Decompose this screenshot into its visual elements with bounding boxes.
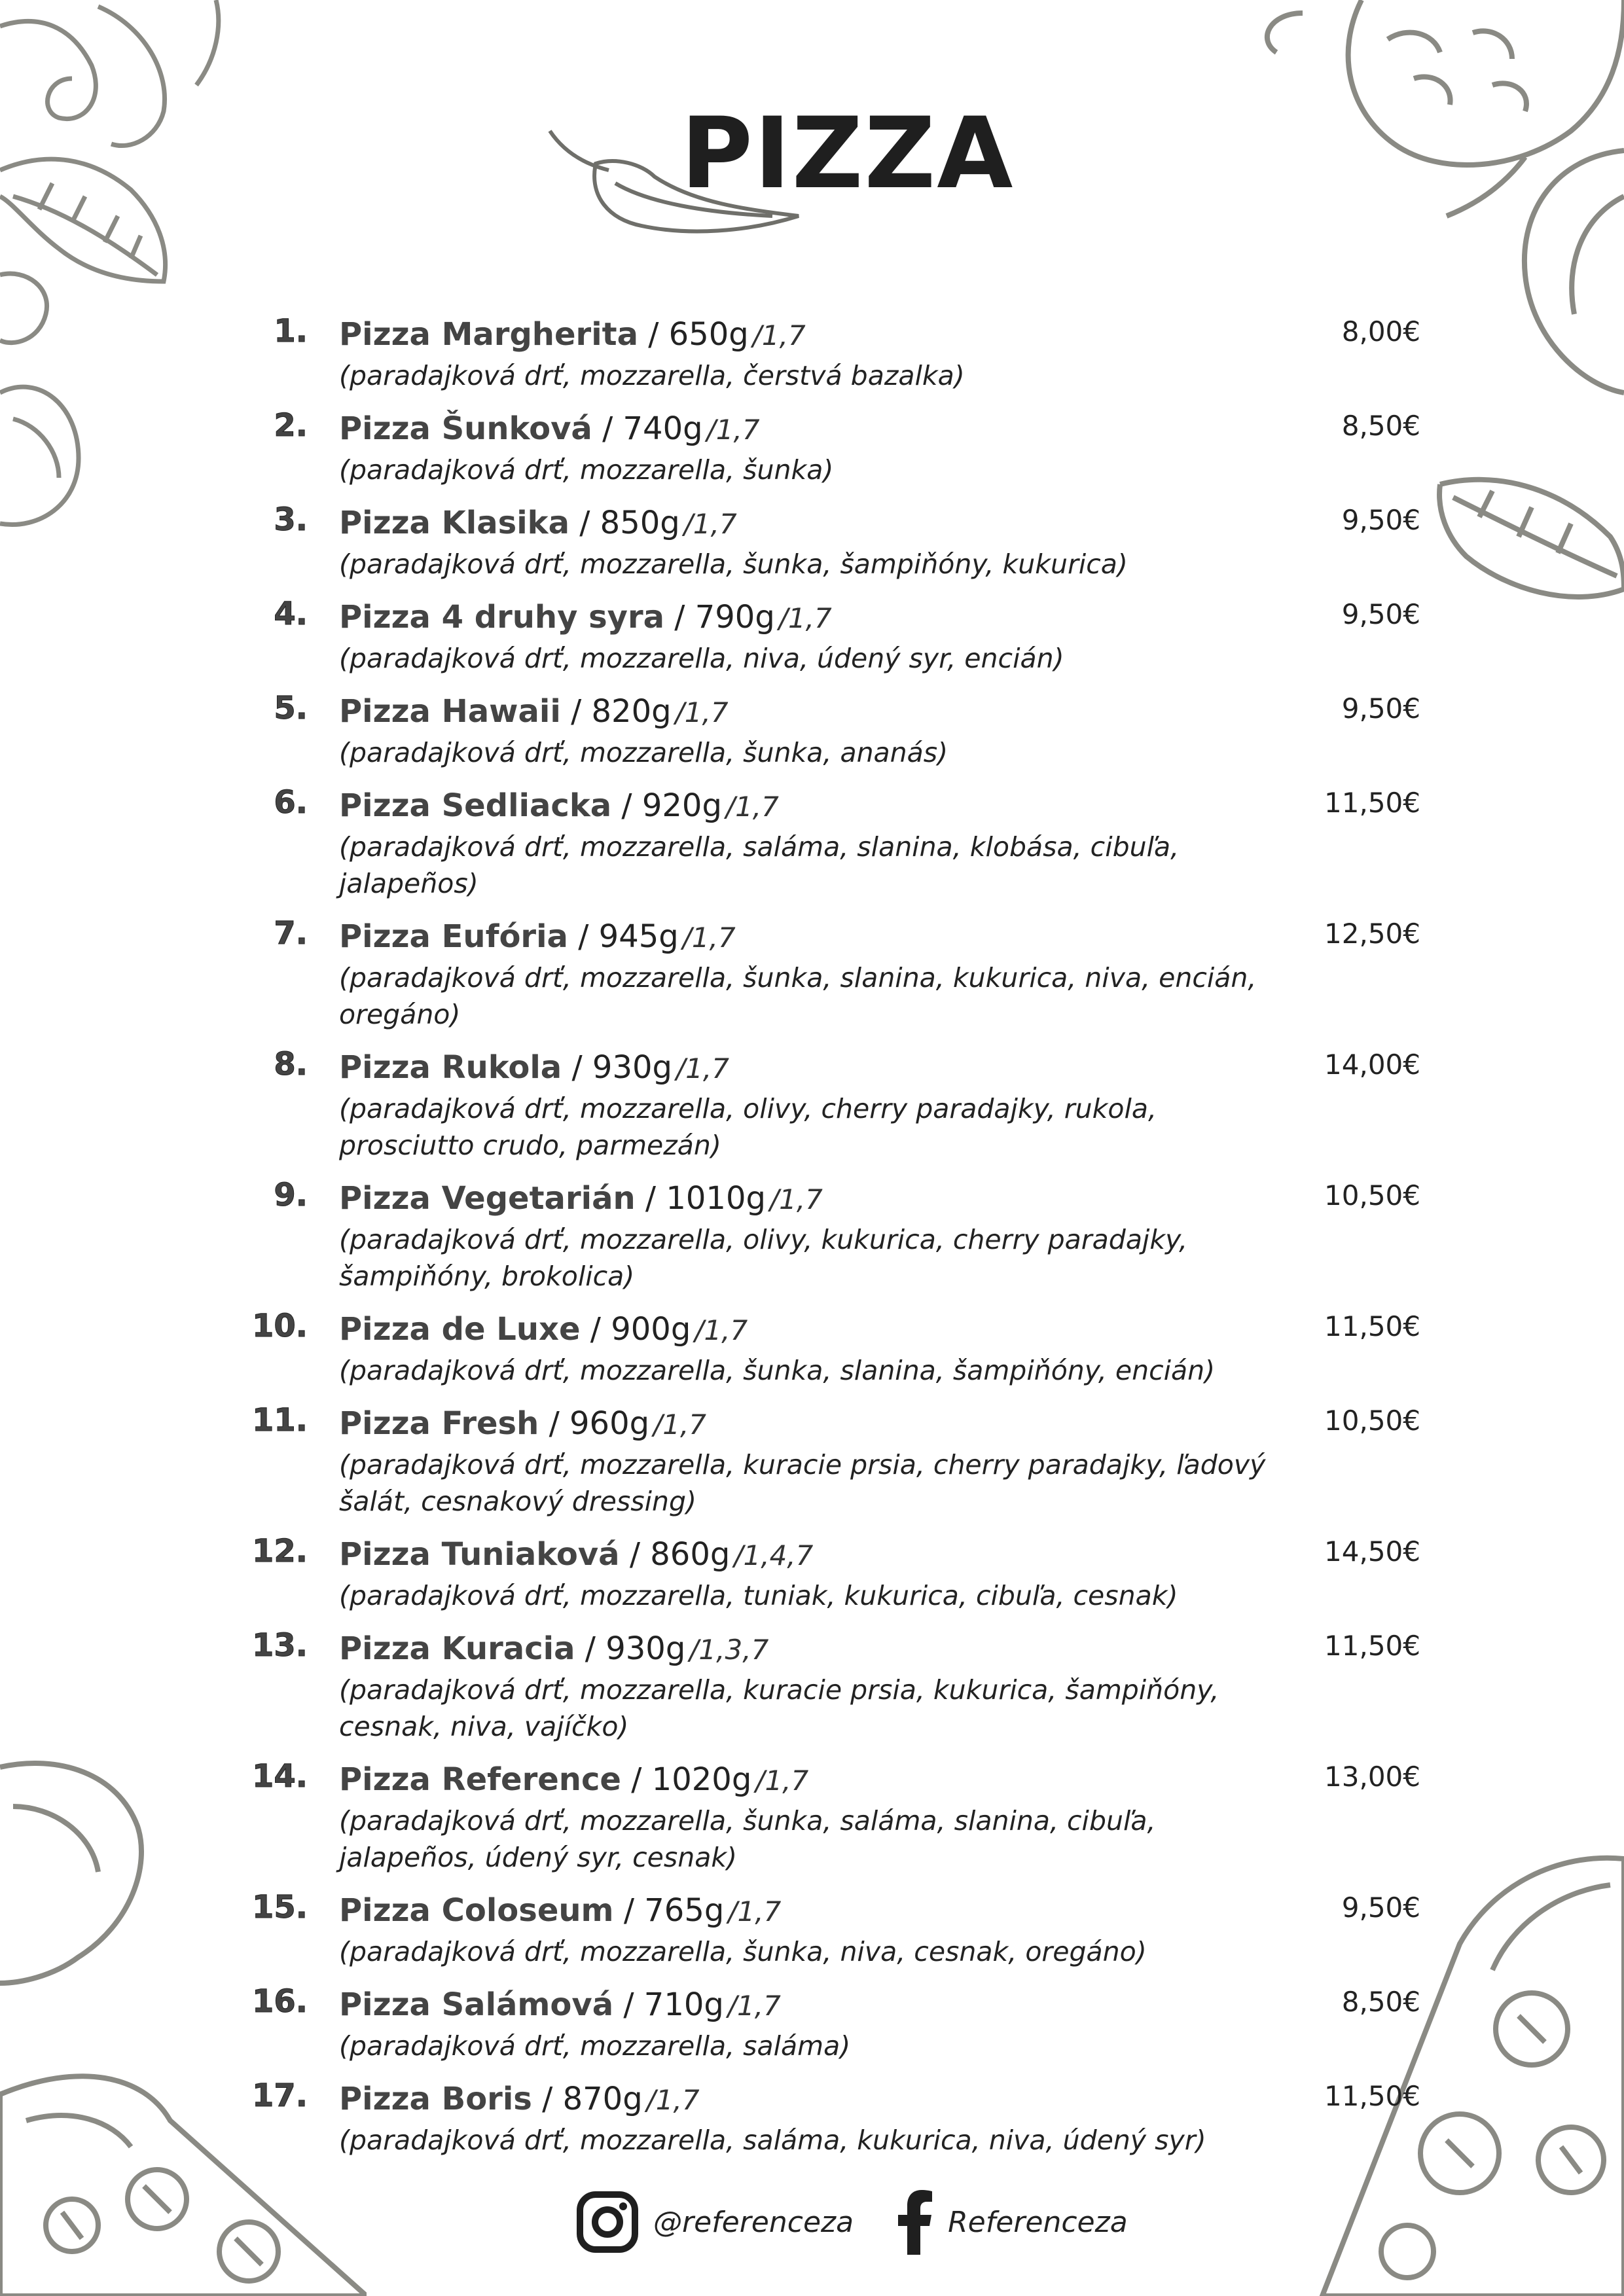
item-number: 3. [274,501,308,538]
item-number: 17. [251,2077,308,2114]
item-number: 15. [251,1889,308,1926]
item-title-line [339,1889,1420,1933]
item-weight: / 710g [623,1986,724,2023]
item-weight: / 765g [623,1892,725,1929]
item-weight: / 820g [571,693,672,730]
item-weight: / 850g [579,505,680,541]
item-name: Pizza Margherita [339,316,638,353]
item-allergens: /1,7 [728,1895,782,1928]
item-number: 8. [274,1046,308,1083]
item-price: 9,50€ [1341,504,1420,536]
item-allergens: /1,7 [769,1183,823,1215]
item-weight: / 945g [578,918,679,955]
item-title-line [339,1308,1420,1352]
item-number: 11. [251,1402,308,1439]
menu-item [209,1177,1420,1308]
item-allergens: /1,4,7 [734,1539,814,1571]
item-weight: / 900g [590,1311,691,1348]
item-weight: / 960g [549,1405,650,1442]
item-description: (paradajková drť, mozzarella, olivy, cherry paradajky, rukola, prosciutto crudo, parmezán) [339,1093,1157,1161]
menu-item [209,1983,1420,2077]
item-title-line [339,1983,1420,2028]
page-title: PIZZA [681,97,1015,211]
item-name: Pizza Hawaii [339,693,561,730]
item-title-line [339,1177,1420,1221]
item-description: (paradajková drť, mozzarella, šunka) [339,454,834,486]
facebook-handle[interactable]: Referenceza [948,2205,1128,2239]
item-title-line [339,690,1420,734]
item-number: 14. [251,1758,308,1795]
item-weight: / 650g [648,316,749,353]
item-allergens: /1,3,7 [689,1634,769,1666]
item-allergens: /1,7 [706,414,760,446]
item-title-line [339,784,1420,829]
menu-item [209,1046,1420,1177]
item-weight: / 920g [621,787,722,824]
item-number: 2. [274,407,308,444]
menu-item [209,690,1420,784]
menu-item [209,2077,1420,2172]
pizza-menu-list [209,313,1420,2172]
item-price: 9,50€ [1341,1892,1420,1924]
menu-item [209,313,1420,407]
item-name: Pizza Sedliacka [339,787,612,824]
menu-item [209,1533,1420,1627]
item-title-line [339,2077,1420,2122]
item-allergens: /1,7 [778,602,832,634]
menu-item [209,501,1420,596]
item-weight: / 790g [674,599,775,636]
menu-item [209,1889,1420,1983]
item-price: 14,00€ [1324,1049,1420,1081]
item-name: Pizza Šunková [339,410,592,447]
item-price: 9,50€ [1341,598,1420,630]
item-number: 5. [274,690,308,726]
menu-item [209,407,1420,501]
item-weight: / 860g [629,1536,731,1573]
item-title-line [339,313,1420,357]
item-allergens: /1,7 [752,319,806,351]
menu-item [209,596,1420,690]
menu-item [209,915,1420,1046]
item-name: Pizza Klasika [339,505,569,541]
item-name: Pizza Eufória [339,918,568,955]
item-allergens: /1,7 [755,1765,809,1797]
item-allergens: /1,7 [646,2084,700,2116]
item-allergens: /1,7 [675,696,729,728]
item-name: Pizza Vegetarián [339,1180,636,1217]
item-price: 11,50€ [1324,787,1420,819]
item-price: 10,50€ [1324,1179,1420,1211]
item-description: (paradajková drť, mozzarella, šunka, slanina, šampiňóny, encián) [339,1355,1216,1386]
item-allergens: /1,7 [683,508,737,540]
item-title-line [339,1627,1420,1672]
item-allergens: /1,7 [682,922,736,954]
item-number: 9. [274,1177,308,1213]
item-number: 1. [274,313,308,350]
item-name: Pizza de Luxe [339,1311,581,1348]
item-allergens: /1,7 [653,1408,707,1441]
social-footer [576,2186,1128,2258]
item-description: (paradajková drť, mozzarella, kuracie prsia, cherry paradajky, ľadový šalát, cesnakový dressing) [339,1449,1266,1517]
item-title-line [339,1758,1420,1803]
item-name: Pizza Reference [339,1761,621,1798]
item-name: Pizza 4 druhy syra [339,599,665,636]
item-name: Pizza Coloseum [339,1892,614,1929]
item-number: 6. [274,784,308,821]
item-title-line [339,501,1420,546]
menu-item [209,1402,1420,1533]
menu-item [209,784,1420,915]
item-allergens: /1,7 [725,791,779,823]
item-description: (paradajková drť, mozzarella, šunka, šampiňóny, kukurica) [339,548,1128,580]
item-price: 13,00€ [1324,1761,1420,1793]
item-title-line [339,407,1420,452]
item-title-line [339,1533,1420,1577]
item-description: (paradajková drť, mozzarella, niva, údený syr, encián) [339,643,1064,674]
item-number: 16. [251,1983,308,2020]
item-number: 12. [251,1533,308,1570]
item-name: Pizza Tuniaková [339,1536,620,1573]
item-allergens: /1,7 [676,1052,729,1085]
item-allergens: /1,7 [727,1990,781,2022]
item-price: 11,50€ [1324,1630,1420,1662]
item-description: (paradajková drť, mozzarella, saláma, slanina, klobása, cibuľa, jalapeños) [339,831,1180,899]
item-title-line [339,596,1420,640]
item-number: 7. [274,915,308,952]
item-price: 9,50€ [1341,692,1420,725]
item-number: 13. [251,1627,308,1664]
item-name: Pizza Kuracia [339,1630,575,1667]
item-description: (paradajková drť, mozzarella, saláma, kukurica, niva, údený syr) [339,2125,1206,2156]
item-description: (paradajková drť, mozzarella, čerstvá bazalka) [339,360,965,391]
menu-item [209,1627,1420,1758]
item-description: (paradajková drť, mozzarella, saláma) [339,2030,851,2062]
item-weight: / 1020g [631,1761,752,1798]
item-weight: / 870g [542,2081,643,2117]
item-title-line [339,915,1420,960]
instagram-handle[interactable]: @referenceza [653,2205,854,2239]
item-weight: / 930g [571,1049,672,1086]
item-description: (paradajková drť, mozzarella, olivy, kukurica, cherry paradajky, šampiňóny, brokolica) [339,1224,1188,1292]
item-allergens: /1,7 [695,1314,748,1346]
item-price: 8,00€ [1341,315,1420,348]
item-name: Pizza Boris [339,2081,532,2117]
item-title-line [339,1402,1420,1446]
menu-item [209,1758,1420,1889]
item-price: 14,50€ [1324,1535,1420,1568]
item-name: Pizza Rukola [339,1049,562,1086]
item-number: 10. [251,1308,308,1344]
item-price: 8,50€ [1341,410,1420,442]
item-weight: / 1010g [645,1180,766,1217]
item-description: (paradajková drť, mozzarella, šunka, saláma, slanina, cibuľa, jalapeños, údený syr, cesnak) [339,1805,1156,1873]
title-block [537,97,1015,268]
item-description: (paradajková drť, mozzarella, šunka, niva, cesnak, oregáno) [339,1936,1147,1967]
item-weight: / 930g [585,1630,686,1667]
menu-item [209,1308,1420,1402]
item-price: 12,50€ [1324,918,1420,950]
item-title-line [339,1046,1420,1090]
item-description: (paradajková drť, mozzarella, kuracie prsia, kukurica, šampiňóny, cesnak, niva, vajíčko) [339,1674,1219,1742]
item-price: 8,50€ [1341,1986,1420,2018]
item-name: Pizza Salámová [339,1986,614,2023]
instagram-icon[interactable] [576,2191,639,2253]
item-price: 10,50€ [1324,1405,1420,1437]
item-description: (paradajková drť, mozzarella, tuniak, kukurica, cibuľa, cesnak) [339,1580,1178,1611]
item-description: (paradajková drť, mozzarella, šunka, ananás) [339,737,948,768]
item-price: 11,50€ [1324,1310,1420,1342]
item-price: 11,50€ [1324,2080,1420,2112]
item-number: 4. [274,596,308,632]
item-name: Pizza Fresh [339,1405,539,1442]
item-description: (paradajková drť, mozzarella, šunka, slanina, kukurica, niva, encián, oregáno) [339,962,1257,1030]
facebook-icon[interactable] [897,2189,933,2255]
item-weight: / 740g [602,410,703,447]
